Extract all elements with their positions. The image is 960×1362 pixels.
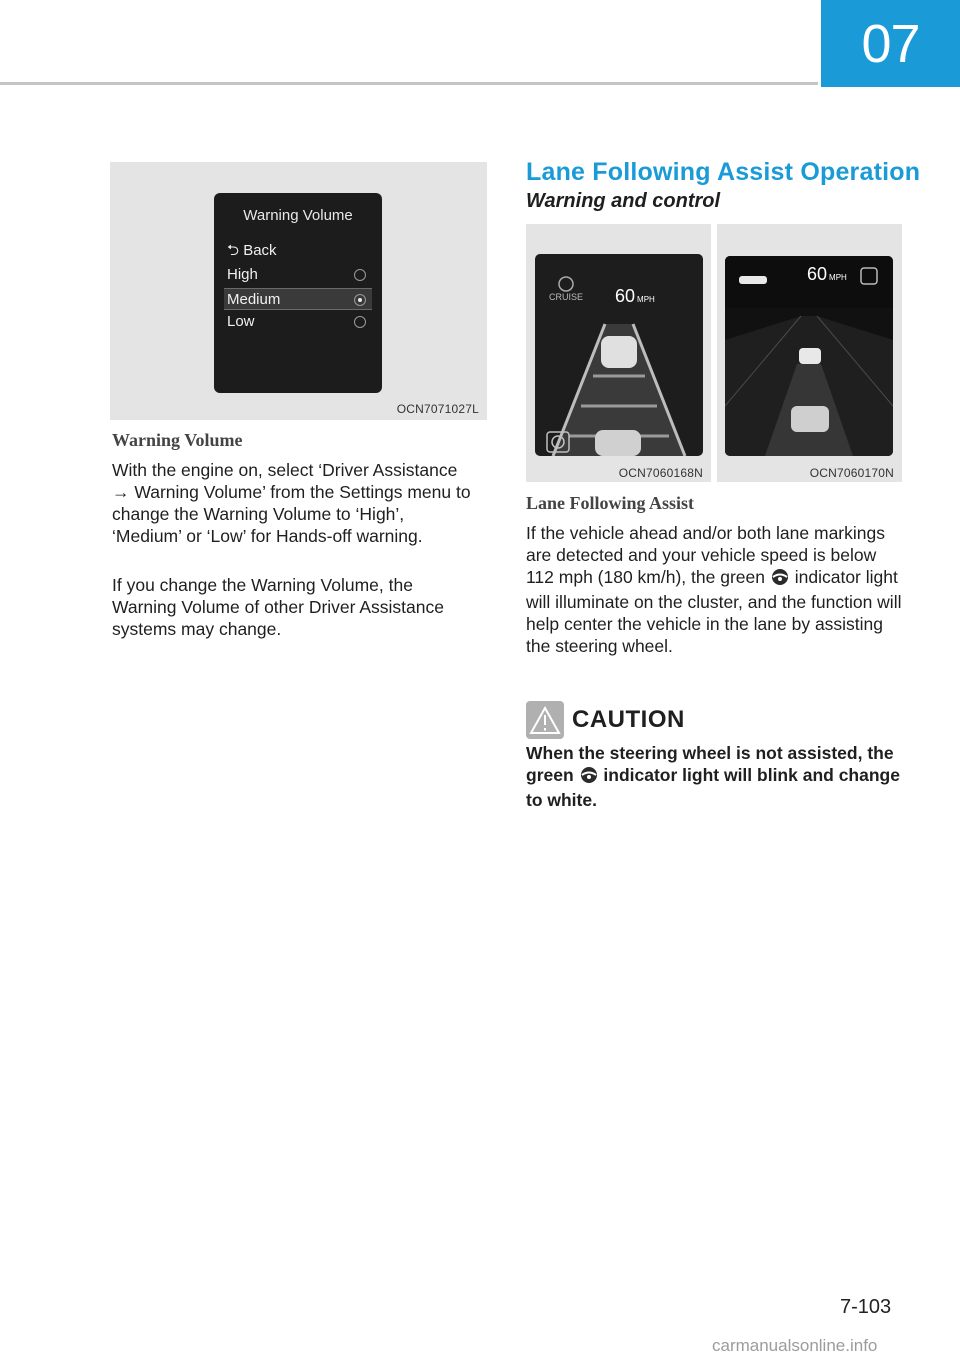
header-rule — [0, 82, 818, 85]
chapter-tab — [821, 0, 960, 87]
radio-icon — [354, 316, 366, 328]
cluster-figure-right — [717, 224, 902, 482]
screen-title: Warning Volume — [243, 207, 353, 224]
speed-unit: MPH — [829, 273, 847, 282]
option-label: Low — [227, 313, 255, 330]
lane-graphic — [725, 256, 893, 456]
back-label: Back — [243, 242, 277, 259]
warning-volume-heading: Warning Volume — [112, 430, 243, 450]
own-vehicle-icon — [595, 430, 641, 456]
warning-volume-figure — [110, 162, 487, 420]
cluster-screen — [725, 256, 893, 456]
lead-vehicle-icon — [601, 336, 637, 368]
option-label: Medium — [227, 291, 281, 308]
caution-part-1: When the steering wheel is not assisted, the green — [526, 743, 894, 785]
option-label: High — [227, 266, 258, 283]
page-number: 7-103 — [840, 1296, 892, 1318]
speed-number: 60 — [615, 286, 636, 306]
speed-value — [807, 264, 847, 285]
lane-following-assist-heading: Lane Following Assist — [526, 493, 695, 513]
back-menu-item — [224, 240, 372, 262]
option-medium — [224, 288, 372, 310]
cluster-figure-left — [526, 224, 711, 482]
watermark[interactable]: carmanualsonline.info — [712, 1336, 878, 1355]
lane-following-assist-paragraph — [526, 522, 904, 657]
option-low — [224, 311, 372, 333]
speed-unit: MPH — [637, 295, 655, 304]
cruise-label: CRUISE — [549, 292, 584, 302]
paragraph-part-2: indicator light will illuminate on the cluster, and the function will help center the vehicle in the lane by assisting the steering wheel. — [526, 567, 902, 656]
back-arrow-icon: ⮌ — [227, 242, 240, 259]
caution-text — [526, 742, 916, 811]
lead-vehicle-icon — [799, 348, 821, 364]
paragraph-part-1: If the vehicle ahead and/or both lane markings are detected and your vehicle speed is below 112 mph (180 km/h), the green — [526, 523, 885, 587]
figure-code: OCN7060170N — [809, 466, 894, 480]
lane-graphic — [535, 254, 703, 456]
caution-part-2: indicator light will blink and change to white. — [526, 765, 900, 810]
caution-label: CAUTION — [572, 706, 685, 733]
section-title: Lane Following Assist Operation — [526, 158, 921, 186]
speed-value — [615, 286, 655, 307]
figure-code: OCN7071027L — [396, 402, 479, 416]
steering-wheel-indicator-icon — [770, 568, 790, 591]
subsection-title: Warning and control — [526, 190, 721, 212]
own-vehicle-icon — [791, 406, 829, 432]
cluster-screen — [535, 254, 703, 456]
figure-code: OCN7060168N — [618, 466, 703, 480]
distance-icon — [739, 276, 767, 284]
warning-volume-paragraph-2: If you change the Warning Volume, the Warning Volume of other Driver Assistance systems may change. — [112, 575, 444, 639]
warning-volume-paragraph-1: With the engine on, select ‘Driver Assistance → Warning Volume’ from the Settings menu to change the Warning Volume to ‘High’, ‘Medium’ or ‘Low’ for Hands-off warning. — [112, 460, 471, 546]
warning-volume-screen — [214, 193, 382, 393]
radio-selected-icon — [354, 294, 366, 306]
cruise-icon — [559, 277, 573, 291]
steering-wheel-indicator-icon — [579, 766, 599, 789]
chapter-number: 07 — [861, 13, 920, 74]
speed-number: 60 — [807, 264, 828, 284]
radio-icon — [354, 269, 366, 281]
warning-triangle-icon — [526, 701, 564, 739]
option-high — [224, 264, 372, 286]
